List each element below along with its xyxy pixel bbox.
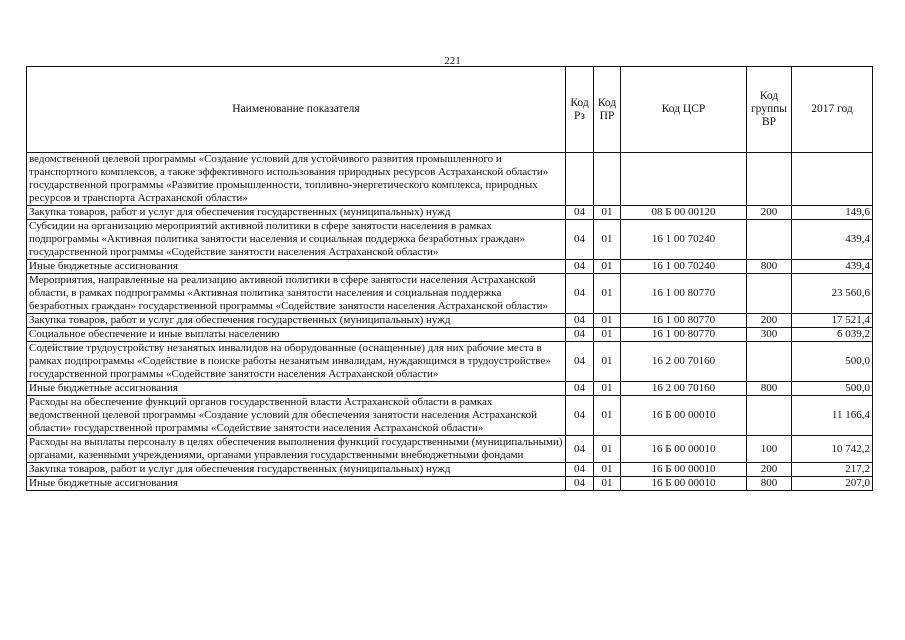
header-pr: Код ПР (594, 67, 621, 153)
table-row (27, 153, 873, 206)
table-row (27, 220, 873, 260)
row-rz (566, 153, 594, 206)
row-vr: 200 (747, 463, 792, 477)
row-vr (747, 274, 792, 314)
row-amount: 207,0 (792, 477, 873, 491)
row-rz: 04 (566, 342, 594, 382)
row-rz: 04 (566, 382, 594, 396)
row-pr: 01 (594, 463, 621, 477)
row-rz: 04 (566, 314, 594, 328)
row-vr (747, 153, 792, 206)
header-csr: Код ЦСР (621, 67, 747, 153)
row-name: Социальное обеспечение и иные выплаты населению (27, 328, 566, 342)
table-row (27, 463, 873, 477)
row-rz: 04 (566, 477, 594, 491)
row-pr: 01 (594, 436, 621, 463)
row-pr: 01 (594, 396, 621, 436)
row-pr: 01 (594, 477, 621, 491)
row-rz: 04 (566, 260, 594, 274)
row-vr: 200 (747, 314, 792, 328)
row-csr: 16 1 00 70240 (621, 260, 747, 274)
row-rz: 04 (566, 436, 594, 463)
row-vr (747, 396, 792, 436)
row-rz: 04 (566, 396, 594, 436)
row-csr: 16 1 00 80770 (621, 314, 747, 328)
row-amount: 6 039,2 (792, 328, 873, 342)
row-pr: 01 (594, 274, 621, 314)
row-vr: 100 (747, 436, 792, 463)
row-amount: 23 560,6 (792, 274, 873, 314)
page-number: 221 (444, 55, 461, 67)
row-vr (747, 220, 792, 260)
row-csr: 08 Б 00 00120 (621, 206, 747, 220)
row-pr (594, 153, 621, 206)
table-row (27, 382, 873, 396)
table-row (27, 274, 873, 314)
table-row (27, 260, 873, 274)
row-pr: 01 (594, 220, 621, 260)
row-rz: 04 (566, 328, 594, 342)
row-name: Иные бюджетные ассигнования (27, 260, 566, 274)
row-vr: 800 (747, 477, 792, 491)
row-name: Мероприятия, направленные на реализацию активной политики в сфере занятости населения Астраханской области, в рамках подпрограммы «Активная политика занятости населения и социальная поддержка безработных граждан» государственной программы «Содействие занятости населения Астраханской области» (27, 274, 566, 314)
row-name: Иные бюджетные ассигнования (27, 477, 566, 491)
table-row (27, 477, 873, 491)
table-row (27, 206, 873, 220)
row-pr: 01 (594, 342, 621, 382)
row-pr: 01 (594, 382, 621, 396)
row-name: Закупка товаров, работ и услуг для обеспечения государственных (муниципальных) нужд (27, 206, 566, 220)
row-vr (747, 342, 792, 382)
row-amount: 500,0 (792, 342, 873, 382)
table-header-row (27, 67, 873, 153)
row-pr: 01 (594, 328, 621, 342)
row-name: Расходы на выплаты персоналу в целях обеспечения выполнения функций государственными (муниципальными) органами, казенными учреждениями, органами управления государственными внебюджетными фондами (27, 436, 566, 463)
table-row (27, 314, 873, 328)
row-csr: 16 Б 00 00010 (621, 477, 747, 491)
row-csr: 16 2 00 70160 (621, 342, 747, 382)
row-amount: 17 521,4 (792, 314, 873, 328)
row-amount: 10 742,2 (792, 436, 873, 463)
row-name: ведомственной целевой программы «Создание условий для устойчивого развития промышленного и транспортного комплексов, а также эффективного использования природных ресурсов Астраханской области» государственной программы «Развитие промышленности, топливно-энергетического комплекса, природных ресурсов и транспорта Астраханской области» (27, 153, 566, 206)
row-vr: 200 (747, 206, 792, 220)
row-vr: 800 (747, 382, 792, 396)
table-row (27, 328, 873, 342)
row-rz: 04 (566, 274, 594, 314)
table-row (27, 436, 873, 463)
row-name: Расходы на обеспечение функций органов государственной власти Астраханской области в рамках ведомственной целевой программы «Создание условий для обеспечения занятости населения Астраханской области» государственной программы «Содействие занятости населения Астраханской области» (27, 396, 566, 436)
row-name: Закупка товаров, работ и услуг для обеспечения государственных (муниципальных) нужд (27, 463, 566, 477)
row-amount: 439,4 (792, 220, 873, 260)
row-rz: 04 (566, 220, 594, 260)
header-name: Наименование показателя (27, 67, 566, 153)
budget-table (26, 66, 873, 491)
header-amount: 2017 год (792, 67, 873, 153)
header-rz: Код Рз (566, 67, 594, 153)
row-amount (792, 153, 873, 206)
row-csr: 16 2 00 70160 (621, 382, 747, 396)
row-pr: 01 (594, 260, 621, 274)
row-name: Субсидии на организацию мероприятий активной политики в сфере занятости населения в рамках подпрограммы «Активная политика занятости населения и социальная поддержка безработных граждан» государственной программы «Содействие занятости населения Астраханской области» (27, 220, 566, 260)
row-rz: 04 (566, 206, 594, 220)
row-csr: 16 1 00 80770 (621, 328, 747, 342)
row-rz: 04 (566, 463, 594, 477)
table-row (27, 396, 873, 436)
row-csr: 16 Б 00 00010 (621, 463, 747, 477)
row-vr: 300 (747, 328, 792, 342)
header-vr: Код группы ВР (747, 67, 792, 153)
row-vr: 800 (747, 260, 792, 274)
row-csr (621, 153, 747, 206)
row-name: Иные бюджетные ассигнования (27, 382, 566, 396)
row-csr: 16 1 00 70240 (621, 220, 747, 260)
row-name: Закупка товаров, работ и услуг для обеспечения государственных (муниципальных) нужд (27, 314, 566, 328)
row-amount: 11 166,4 (792, 396, 873, 436)
row-name: Содействие трудоустройству незанятых инвалидов на оборудованные (оснащенные) для них рабочие места в рамках подпрограммы «Содействие в поиске работы незанятым инвалидам, нуждающимся в трудоустройстве» государственной программы «Содействие занятости населения Астраханской области» (27, 342, 566, 382)
row-amount: 500,0 (792, 382, 873, 396)
row-csr: 16 1 00 80770 (621, 274, 747, 314)
row-pr: 01 (594, 314, 621, 328)
row-csr: 16 Б 00 00010 (621, 396, 747, 436)
row-amount: 217,2 (792, 463, 873, 477)
row-amount: 439,4 (792, 260, 873, 274)
row-pr: 01 (594, 206, 621, 220)
row-csr: 16 Б 00 00010 (621, 436, 747, 463)
table-row (27, 342, 873, 382)
row-amount: 149,6 (792, 206, 873, 220)
